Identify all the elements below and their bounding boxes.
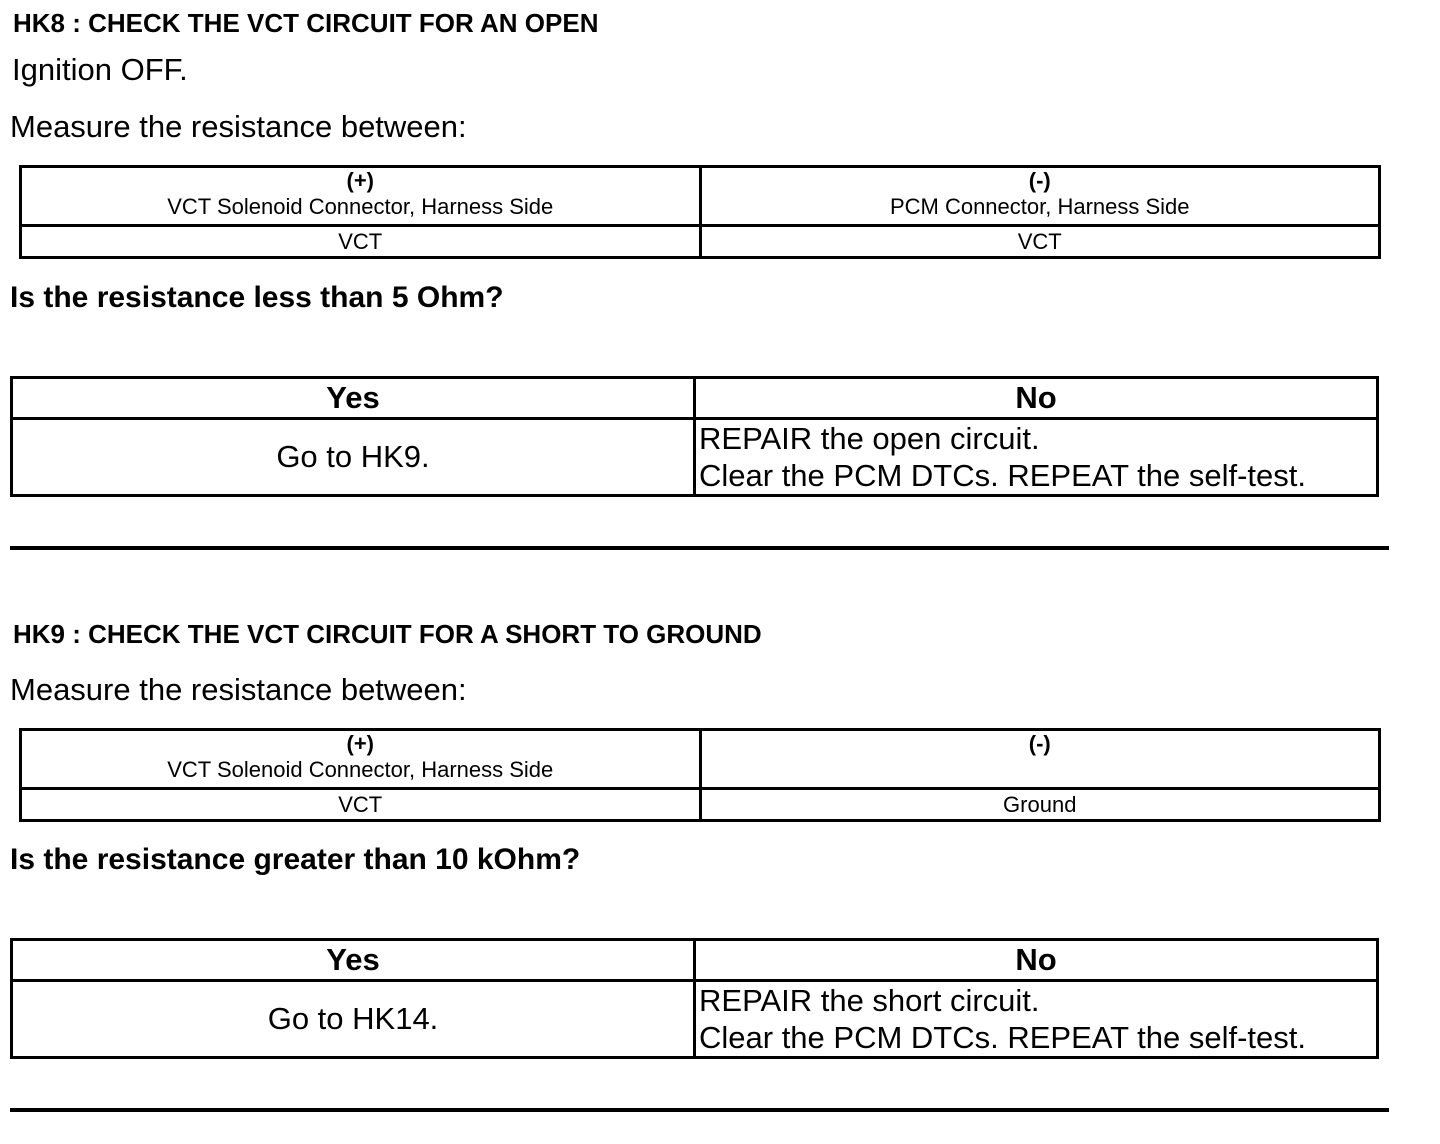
section-divider bbox=[10, 546, 1389, 550]
hk8-title: HK8 : CHECK THE VCT CIRCUIT FOR AN OPEN bbox=[13, 8, 599, 38]
hk8-yes-action: Go to HK9. bbox=[12, 419, 695, 496]
hk9-minus-header bbox=[700, 730, 1380, 789]
hk9-plus-header bbox=[21, 730, 701, 789]
hk8-minus-desc: PCM Connector, Harness Side bbox=[889, 194, 1190, 219]
hk8-no-header: No bbox=[695, 378, 1378, 419]
hk8-plus-header bbox=[21, 167, 701, 226]
hk8-no-action bbox=[695, 419, 1378, 496]
hk9-no-action-line2: Clear the PCM DTCs. REPEAT the self-test. bbox=[699, 1020, 1306, 1055]
hk8-measure-label: Measure the resistance between: bbox=[10, 109, 467, 144]
hk9-measurement-table bbox=[19, 728, 1381, 822]
hk9-minus-value: Ground bbox=[700, 789, 1380, 821]
hk8-plus-sign: (+) bbox=[346, 168, 374, 193]
hk8-no-action-line2: Clear the PCM DTCs. REPEAT the self-test. bbox=[699, 458, 1306, 493]
hk9-yes-header: Yes bbox=[12, 940, 695, 981]
hk8-measurement-table bbox=[19, 165, 1381, 259]
hk9-decision-table bbox=[10, 938, 1379, 1059]
hk9-measure-label: Measure the resistance between: bbox=[10, 672, 467, 707]
hk9-no-action bbox=[695, 981, 1378, 1058]
hk8-minus-value: VCT bbox=[700, 226, 1380, 258]
hk8-yes-header: Yes bbox=[12, 378, 695, 419]
hk8-no-action-line1: REPAIR the open circuit. bbox=[699, 421, 1040, 456]
hk9-plus-sign: (+) bbox=[346, 731, 374, 756]
hk8-plus-desc: VCT Solenoid Connector, Harness Side bbox=[167, 194, 554, 219]
hk8-question: Is the resistance less than 5 Ohm? bbox=[10, 281, 504, 314]
hk9-no-action-line1: REPAIR the short circuit. bbox=[699, 983, 1040, 1018]
hk9-title: HK9 : CHECK THE VCT CIRCUIT FOR A SHORT TO GROUND bbox=[13, 619, 762, 649]
hk9-plus-value: VCT bbox=[21, 789, 701, 821]
hk9-plus-desc: VCT Solenoid Connector, Harness Side bbox=[167, 757, 554, 782]
hk9-yes-action: Go to HK14. bbox=[12, 981, 695, 1058]
section-divider-bottom bbox=[10, 1108, 1389, 1112]
hk8-minus-sign: (-) bbox=[1028, 168, 1051, 193]
hk9-no-header: No bbox=[695, 940, 1378, 981]
hk8-plus-value: VCT bbox=[21, 226, 701, 258]
hk9-question: Is the resistance greater than 10 kOhm? bbox=[10, 843, 581, 876]
hk8-decision-table bbox=[10, 376, 1379, 497]
hk8-intro: Ignition OFF. bbox=[12, 52, 188, 87]
hk8-minus-header bbox=[700, 167, 1380, 226]
hk9-minus-sign: (-) bbox=[1028, 731, 1051, 756]
